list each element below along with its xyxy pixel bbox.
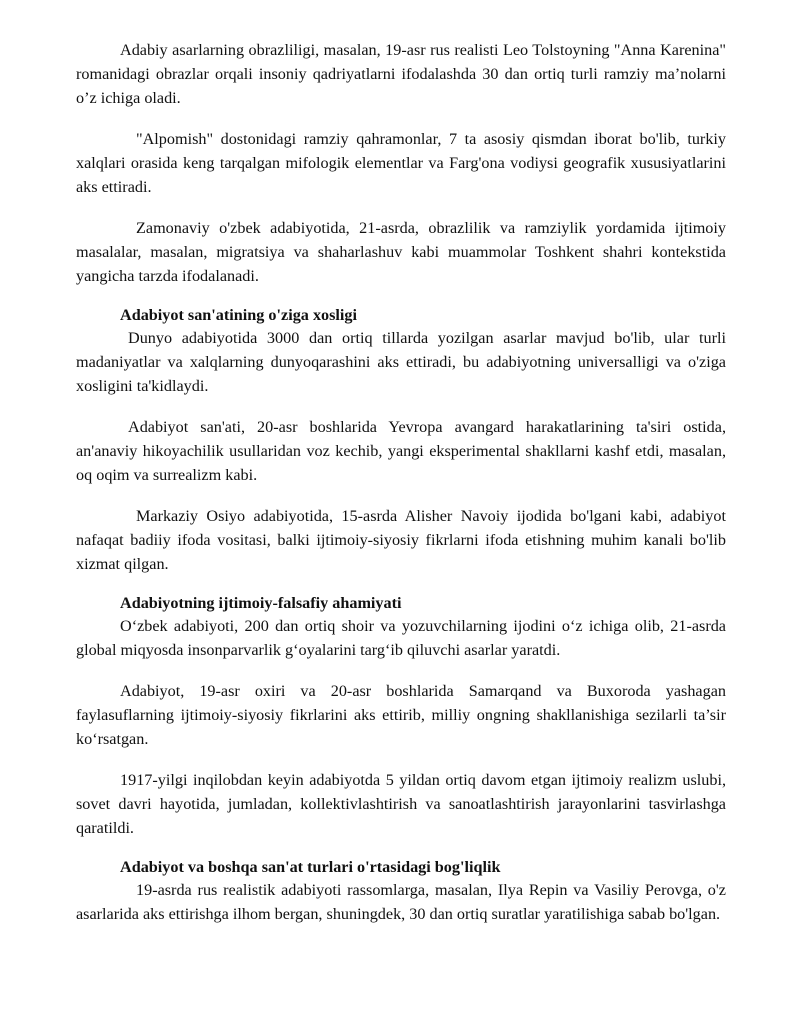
- paragraph-world-literature: Dunyo adabiyotida 3000 dan ortiq tillarda yozilgan asarlar mavjud bo'lib, ular turli madaniyatlar va xalqlarning dunyoqarashini aks ettiradi, bu adabiyotning universalligi va o'ziga xosligini ta'kidlaydi.: [76, 329, 726, 395]
- section-heading-other-arts: Adabiyot va boshqa san'at turlari o'rtasidagi bog'liqlik: [120, 858, 501, 876]
- section-heading-literature-art: Adabiyot san'atining o'ziga xosligi: [120, 306, 358, 324]
- paragraph-modern-uzbek: Zamonaviy o'zbek adabiyotida, 21-asrda, obrazlilik va ramziylik yordamida ijtimoiy masalalar, masalan, migratsiya va shaharlashuv kabi muammolar Toshkent shahri kontekstida yangicha tarzda ifodalanadi.: [76, 219, 726, 285]
- section-heading-social-philosophical: Adabiyotning ijtimoiy-falsafiy ahamiyati: [120, 594, 402, 612]
- paragraph-uzbek-literature: O‘zbek adabiyoti, 200 dan ortiq shoir va yozuvchilarning ijodini o‘z ichiga olib, 21-asrda global miqyosda insonparvarlik g‘oyalarini targ‘ib qiluvchi asarlar yaratdi.: [76, 617, 726, 659]
- paragraph-revolution-1917: 1917-yilgi inqilobdan keyin adabiyotda 5 yildan ortiq davom etgan ijtimoiy realizm uslubi, sovet davri hayotida, jumladan, kollektivlashtirish va sanoatlashtirish jarayonlarini tasvirlashga qaratildi.: [76, 771, 726, 837]
- document-page: [76, 38, 726, 943]
- paragraph-central-asia: Markaziy Osiyo adabiyotida, 15-asrda Alisher Navoiy ijodida bo'lgani kabi, adabiyot nafaqat badiiy ifoda vositasi, balki ijtimoiy-siyosiy fikrlarni ifoda etishning muhim kanali bo'lib xizmat qilgan.: [76, 507, 726, 573]
- paragraph-tolstoy: Adabiy asarlarning obrazliligi, masalan, 19-asr rus realisti Leo Tolstoyning "Anna Karenina" romanidagi obrazlar orqali insoniy qadriyatlarni ifodalashda 30 dan ortiq turli ramziy ma’nolarni o’z ichiga oladi.: [76, 41, 726, 107]
- paragraph-samarkand-bukhara: Adabiyot, 19-asr oxiri va 20-asr boshlarida Samarqand va Buxoroda yashagan faylasuflarning ijtimoiy-siyosiy fikrlarini aks ettirib, milliy ongning shakllanishiga sezilarli ta’sir ko‘rsatgan.: [76, 682, 726, 748]
- paragraph-alpomish: "Alpomish" dostonidagi ramziy qahramonlar, 7 ta asosiy qismdan iborat bo'lib, turkiy xalqlari orasida keng tarqalgan mifologik elementlar va Farg'ona vodiysi geografik xususiyatlarini aks ettiradi.: [76, 130, 726, 196]
- paragraph-russian-realism: 19-asrda rus realistik adabiyoti rassomlarga, masalan, Ilya Repin va Vasiliy Perovga, o'z asarlarida aks ettirishga ilhom bergan, shuningdek, 30 dan ortiq suratlar yaratilishiga sabab bo'lgan.: [76, 881, 726, 923]
- paragraph-avant-garde: Adabiyot san'ati, 20-asr boshlarida Yevropa avangard harakatlarining ta'siri ostida, an'anaviy hikoyachilik usullaridan voz kechib, yangi eksperimental shakllarni kashf etdi, masalan, oq oqim va surrealizm kabi.: [76, 418, 726, 484]
